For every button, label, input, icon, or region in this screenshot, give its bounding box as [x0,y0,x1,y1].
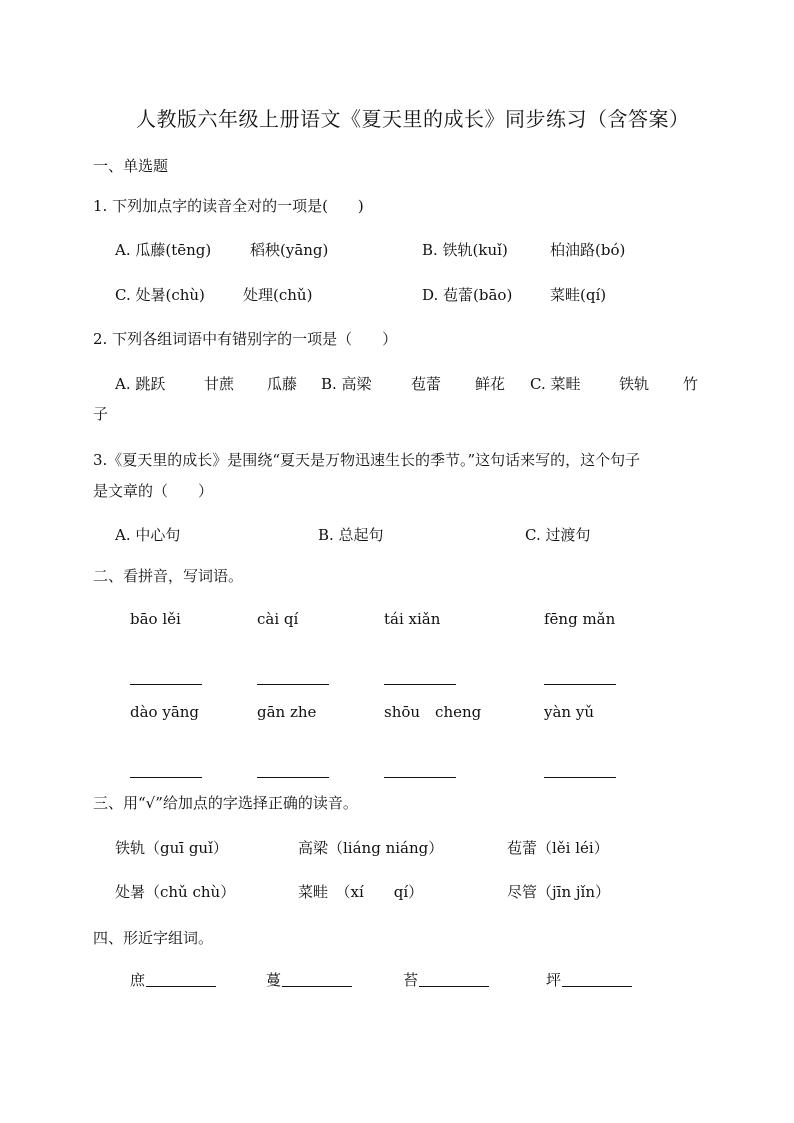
pinyin-prompt: tái xiǎn [384,610,441,628]
q3-option-b: B. 总起句 [318,526,384,544]
answer-blank[interactable] [257,670,329,690]
q2-option-item: B. 高梁 [321,375,372,393]
word-building-item[interactable] [130,970,216,990]
word-building-item[interactable] [266,970,352,990]
section-heading-2: 二、看拼音，写词语。 [93,567,244,585]
pinyin-prompt: shōu cheng [384,703,482,721]
pinyin-prompt: yàn yǔ [544,703,594,721]
similar-char: 坪 [546,971,562,989]
q1-option-d-word1: D. 苞蕾(bāo) [422,286,513,304]
answer-blank[interactable] [384,670,456,690]
answer-blank[interactable] [146,986,216,987]
q2-option-item: 瓜藤 [267,375,298,393]
answer-blank[interactable] [384,763,456,783]
q1-option-c-word2: 处理(chǔ) [243,286,313,304]
section-heading-1: 一、单选题 [93,157,169,175]
pinyin-prompt: cài qí [257,610,299,628]
section-heading-3: 三、用“√”给加点的字选择正确的读音。 [93,794,358,812]
word-building-item[interactable] [403,970,489,990]
answer-blank[interactable] [257,763,329,783]
pronunciation-choice[interactable]: 菜畦 （xí qí） [298,883,424,901]
question-1-stem: 1. 下列加点字的读音全对的一项是( ) [93,197,364,215]
pronunciation-choice[interactable]: 铁轨（guī guǐ） [115,839,228,857]
pinyin-prompt: bāo lěi [130,610,181,628]
q1-option-b-word1: B. 铁轨(kuǐ) [422,241,508,259]
answer-blank[interactable] [419,986,489,987]
answer-blank[interactable] [544,763,616,783]
q2-option-item: 苞蕾 [411,375,442,393]
pronunciation-choice[interactable]: 处暑（chǔ chù） [115,883,236,901]
answer-blank[interactable] [130,670,202,690]
similar-char: 苔 [403,971,419,989]
answer-blank[interactable] [282,986,352,987]
q2-option-item: C. 菜畦 [530,375,581,393]
q3-option-a: A. 中心句 [115,526,181,544]
section-heading-4: 四、形近字组词。 [93,929,214,947]
question-3-line1: 3.《夏天里的成长》是围绕“夏天是万物迅速生长的季节。”这句话来写的，这个句子 [93,451,641,469]
q1-option-a-word2: 稻秧(yāng) [250,241,329,259]
similar-char: 庶 [130,971,146,989]
pinyin-prompt: fēng mǎn [544,610,616,628]
q2-option-item: 甘蔗 [204,375,235,393]
question-2-stem: 2. 下列各组词语中有错别字的一项是（ ） [93,330,398,348]
q2-option-item: A. 跳跃 [115,375,166,393]
pinyin-prompt: gān zhe [257,703,317,721]
q1-option-c-word1: C. 处暑(chù) [115,286,205,304]
pronunciation-choice[interactable]: 高梁（liáng niáng） [298,839,444,857]
q1-option-b-word2: 柏油路(bó) [550,241,626,259]
answer-blank[interactable] [562,986,632,987]
similar-char: 蔓 [266,971,282,989]
pronunciation-choice[interactable]: 尽管（jīn jǐn） [507,883,610,901]
q2-option-item: 鲜花 [475,375,506,393]
q2-option-item: 竹 [683,375,699,393]
pinyin-prompt: dào yāng [130,703,200,721]
q3-option-c: C. 过渡句 [525,526,591,544]
q2-option-item: 铁轨 [619,375,650,393]
answer-blank[interactable] [544,670,616,690]
page-title: 人教版六年级上册语文《夏天里的成长》同步练习（含答案） [136,107,690,131]
answer-blank[interactable] [130,763,202,783]
pronunciation-choice[interactable]: 苞蕾（lěi léi） [507,839,609,857]
q1-option-d-word2: 菜畦(qí) [550,286,607,304]
q2-option-wrap: 子 [93,405,109,423]
question-3-line2: 是文章的（ ） [93,482,214,500]
word-building-item[interactable] [546,970,632,990]
q1-option-a-word1: A. 瓜藤(tēng) [115,241,212,259]
